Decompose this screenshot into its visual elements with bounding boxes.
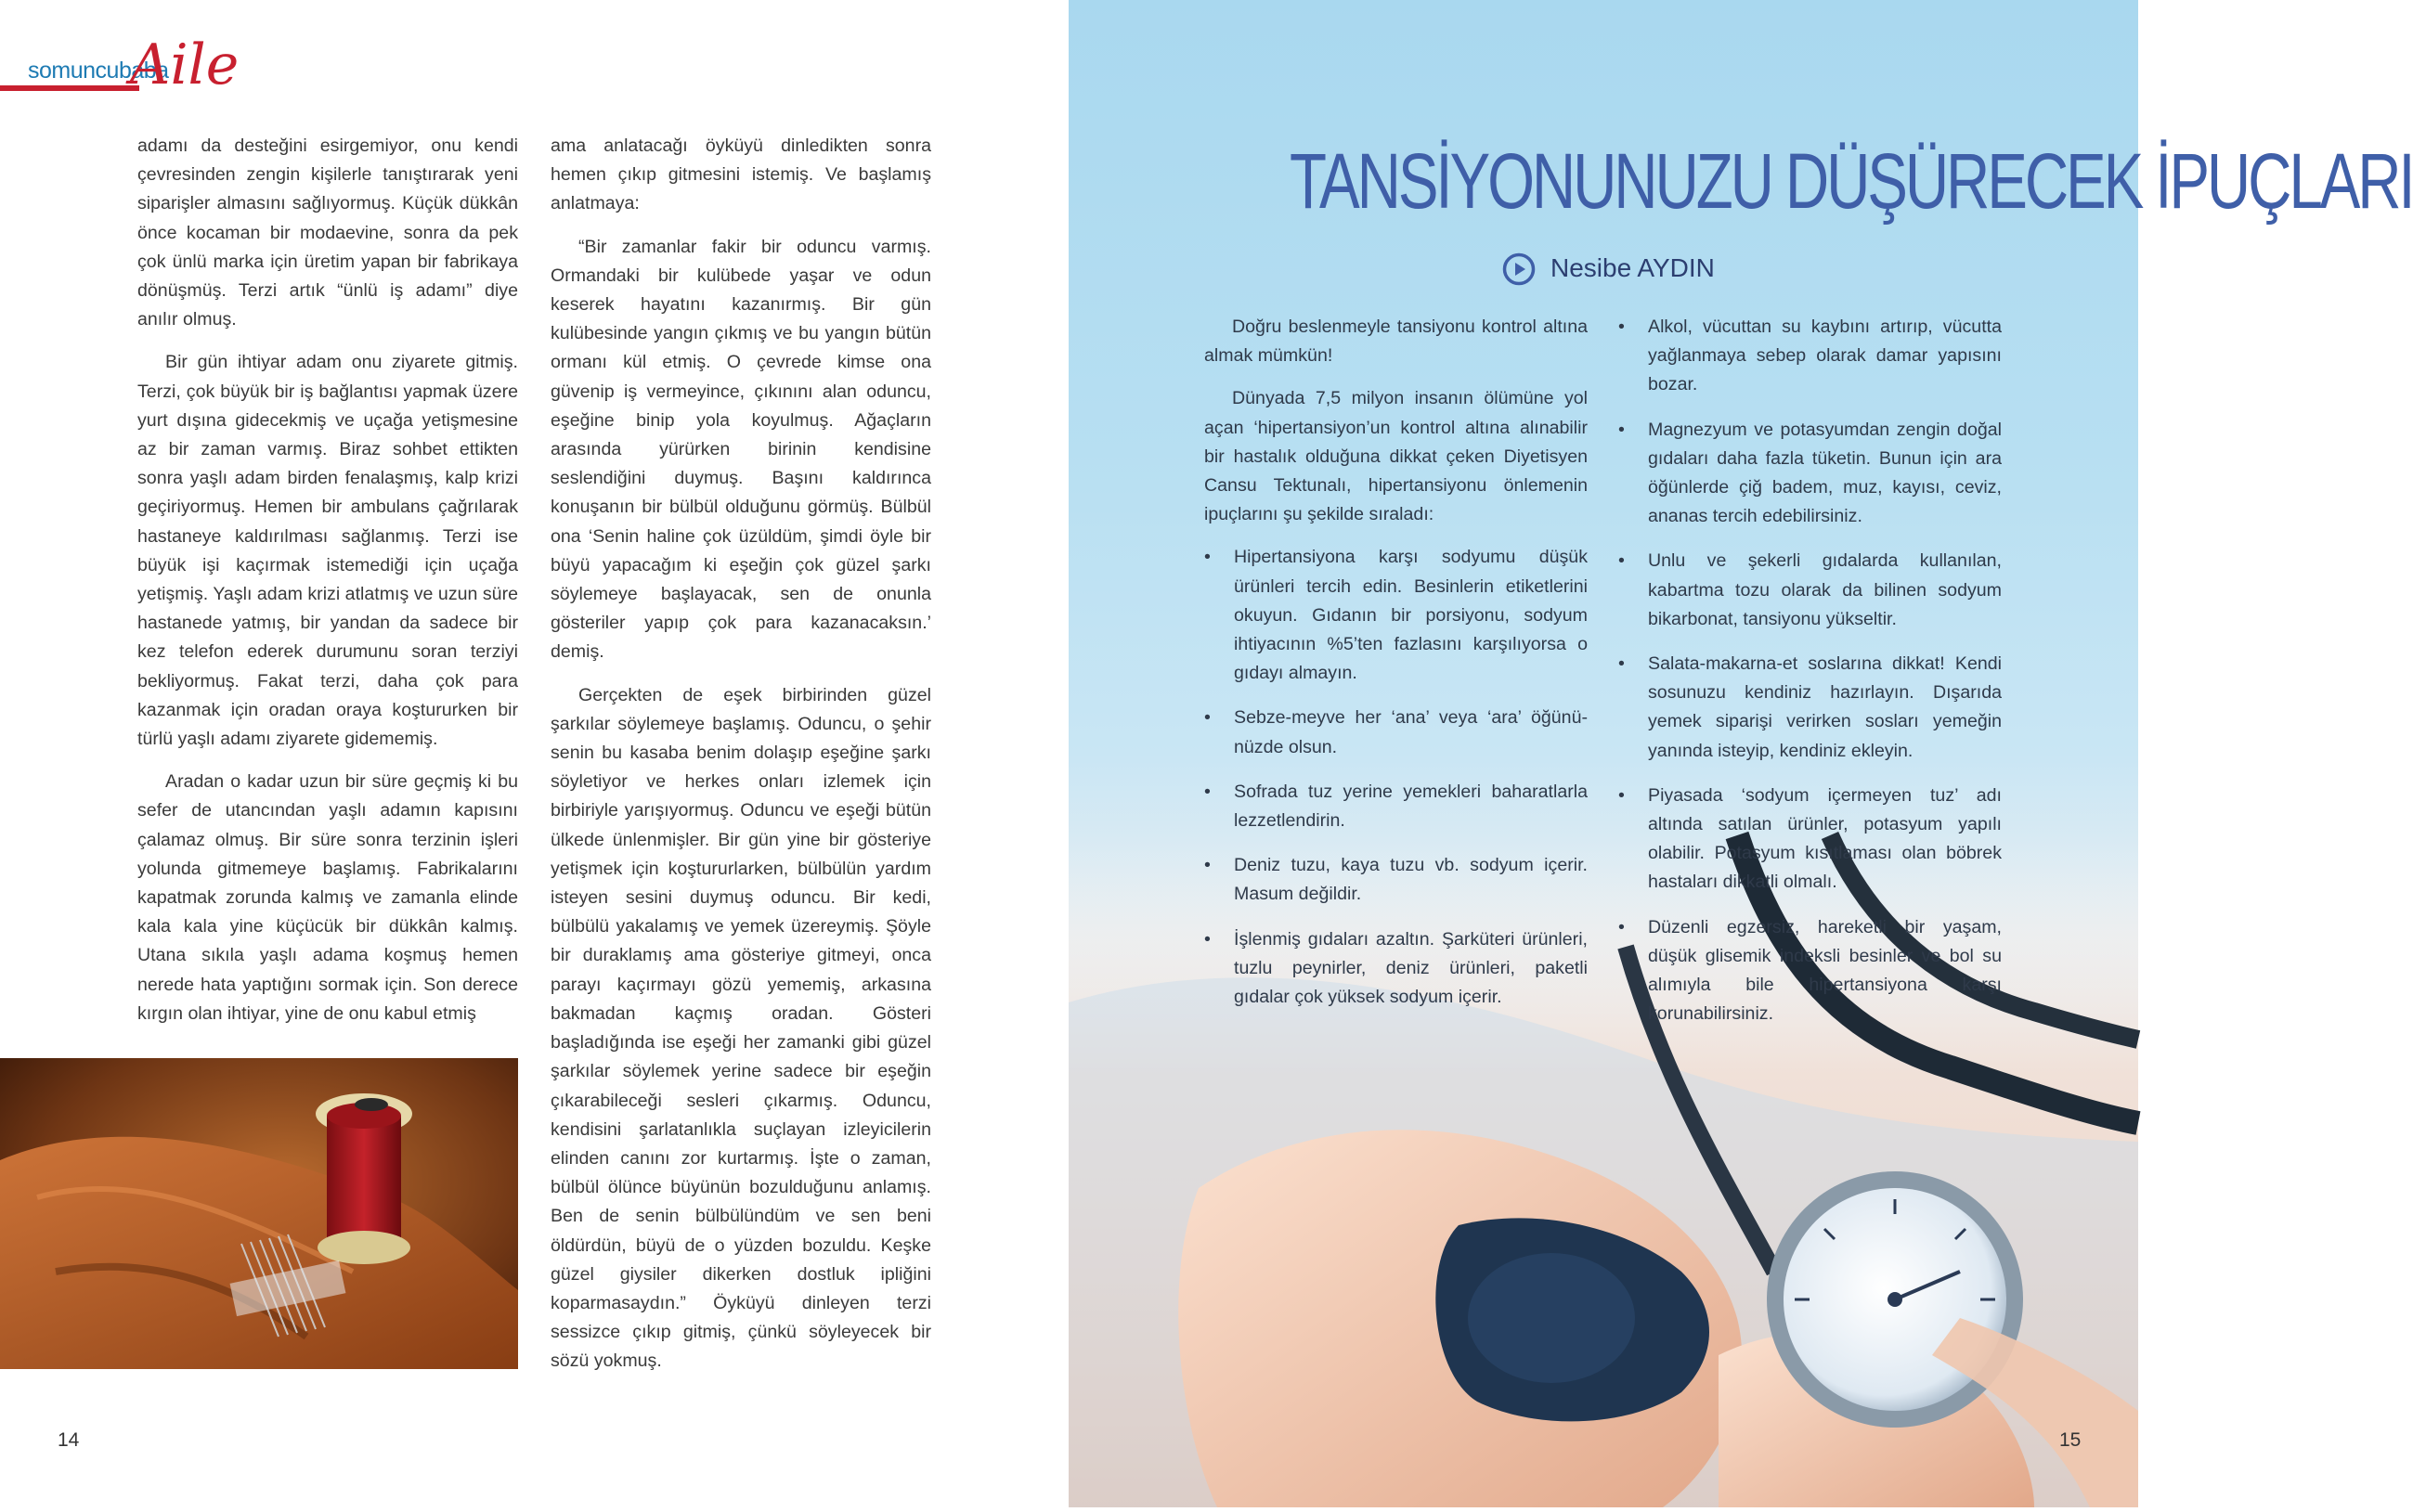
- article-column-2: [1618, 313, 2002, 1044]
- tips-list-2: [1618, 313, 2002, 1028]
- page-number-right: 15: [2059, 1429, 2082, 1451]
- tip-item: • Piyasada ‘sodyum içermeyen tuz’ adı altında satılan ürünler, potasyum yapılı olabilir. Potasyum kısıtlaması olan böbrek hastaları dikkatli olmalı.: [1618, 782, 2002, 898]
- tip-item: • Sofrada tuz yerine yemekleri baharatlarla lezzetlendirin.: [1204, 778, 1588, 835]
- tip-item: • Alkol, vücuttan su kaybını artırıp, vücutta yağlanmaya sebep olarak damar yapısını bozar.: [1618, 313, 2002, 400]
- play-circle-icon: [1502, 252, 1536, 286]
- tip-item: • Düzenli egzersiz, hareketli bir yaşam, düşük glisemik indeksli besinler ve bol su alımıyla bile hipertansiyona karşı korunabilirsiniz.: [1618, 913, 2002, 1029]
- story-column-1: [137, 132, 518, 1042]
- paragraph: Aradan o kadar uzun bir süre geçmiş ki bu sefer de utancından yaşlı adamın kapısını çalamaz olmuş. Bir süre sonra terzinin işleri yolunda gitmemeye başlamış. Fabrikalarını kapatmak zorunda kalmış ve zamanla elinde kala kala yine küçücük bir dükkân kalmış. Utana sıkıla yaşlı adama koşmuş hemen nerede hata yaptığını sormak için. Son derece kırgın olan ihtiyar, yine de onu kabul etmiş: [137, 771, 518, 1024]
- tip-item: • Hipertansiyona karşı sodyumu düşük ürünleri tercih edin. Besinlerin etiketlerini okuyun. Gıdanın bir porsiyonu, sodyum ihtiyacının %5’ten fazlasını karşılıyorsa o gıdayı almayın.: [1204, 543, 1588, 688]
- logo-red-bar: [0, 85, 139, 91]
- author-name: Nesibe AYDIN: [1550, 253, 1715, 282]
- page-number-left: 14: [58, 1429, 80, 1451]
- logo-section-text: Aile: [130, 32, 240, 97]
- left-page: [0, 0, 1069, 1507]
- logo-brand-text: somuncubaba: [28, 58, 169, 84]
- paragraph: “Bir zamanlar fakir bir oduncu varmış. Ormandaki bir kulübede yaşar ve odun keserek hayatını kazanırmış. Bir gün kulübesinde yangın çıkmış ve bu yangın bütün ormanı kül etmiş. O çevrede kimse ona güvenip iş vermeyince, çıkınını alan oduncu, eşeğine binip yola koyulmuş. Ağaçların arasında yürürken birinin kendisine seslendiğini duymuş. Başını kaldırınca konuşanın bir bülbül olduğunu görmüş. Bülbül ona ‘Senin haline çok üzüldüm, şimdi öyle bir büyü yapacağım ki eşeğin çok güzel şarkı söylemeye başlayacak, sen de onunla gösteriler yapıp çok para kazanacaksın.’ demiş.: [551, 236, 931, 663]
- article-title: TANSİYONUNUZU DÜŞÜRECEK İPUÇLARI: [1290, 137, 2413, 225]
- tip-item: • Salata-makarna-et soslarına dikkat! Kendi sosunuzu kendiniz hazırlayın. Dışarıda yemek siparişi verirken sosları yemeğin yanında isteyip, kendiniz ekleyin.: [1618, 650, 2002, 766]
- tips-list-1: [1204, 543, 1588, 1012]
- paragraph: adamı da desteğini esirgemiyor, onu kendi çevresinden zengin kişilerle tanıştırarak yeni siparişler almasını sağlıyormuş. Küçük dükkân önce kocaman bir modaevine, sonra da pek çok ünlü marka için üretim yapan bir fabrikaya dönüşmüş. Terzi artık “ünlü iş adamı” diye anılır olmuş.: [137, 136, 518, 330]
- tip-item: • İşlenmiş gıdaları azaltın. Şarküteri ürünleri, tuzlu peynirler, deniz ürünleri, paketli gıdalar çok yüksek sodyum içerir.: [1204, 925, 1588, 1013]
- intro-paragraph: Dünyada 7,5 milyon insanın ölümüne yol açan ‘hipertansiyon’un kontrol altına alınabilir bir hastalık olduğuna dikkat çeken Diyetisyen Cansu Tektunalı, hipertansiyonu önlemenin ipuçlarını şu şekilde sıraladı:: [1204, 388, 1588, 525]
- paragraph: ama anlatacağı öyküyü dinledikten sonra hemen çıkıp gitmesini istemiş. Ve başlamış anlatmaya:: [551, 136, 931, 214]
- paragraph: Gerçekten de eşek birbirinden güzel şarkılar söylemeye başlamış. Oduncu, o şehir senin bu kasaba benim dolaşıp eşeğine şarkı söyletiyor ve herkes onları izlemek için birbiriyle yarışıyormuş. Oduncu ve eşeği bütün ülkede ünlenmişler. Bir gün yine bir gösteriye yetişmek için koştururlarken, bülbülün yardım isteyen sesini duymuş oduncu. Bir kedi, bülbülü yakalamış ve yemek üzereymiş. Şöyle bir duraklamış ama gösteriye gitmeyi, onca parayı kaçırmayı gözü yememiş, arkasına bakmadan kaçmış oradan. Gösteri başladığında ise eşeği her zamanki gibi güzel şarkılar söylemek yerine sadece bir eşeğin çıkarabileceği sesleri çıkarmış. Oduncu, kendisini şarlatanlıkla suçlayan izleyicilerin elinden canını zor kurtarmış. İşte o zaman, bülbül ölünce büyünün bozulduğunu anlamış. Ben de senin bülbülündüm ve sen beni öldürdün, büyü de o yüzden bozuldu. Keşke güzel giysiler dikerken dostluk ipliğini koparmasaydın.” Öyküyü dinleyen terzi sessizce çıkıp gitmiş, çünkü söyleyecek bir sözü yokmuş.: [551, 684, 931, 1372]
- article-column-1: [1204, 313, 1588, 1027]
- thread-spool-illustration: [0, 1058, 518, 1369]
- thread-spool-photo: [0, 1058, 518, 1369]
- tip-item: • Unlu ve şekerli gıdalarda kullanılan, kabartma tozu olarak da bilinen sodyum bikarbonat, tansiyonu yükseltir.: [1618, 547, 2002, 634]
- magazine-logo: [0, 32, 241, 104]
- tip-item: • Deniz tuzu, kaya tuzu vb. sodyum içerir. Masum değildir.: [1204, 851, 1588, 909]
- paragraph: Bir gün ihtiyar adam onu ziyarete gitmiş. Terzi, çok büyük bir iş bağlantısı yapmak üzere yurt dışına gidecekmiş ve uçağa yetişmesine az bir zaman varmış. Biraz sohbet ettikten sonra yaşlı adam birden fenalaşmış, kalp krizi geçiriyormuş. Hemen bir ambulans çağrılarak hastaneye kaldırılması sağlanmış. Terzi ise büyük işi kaçırmak istemediği için uçağa yetişmiş. Yaşlı adam krizi atlatmış ve uzun süre hastanede yatmış, bir yandan da sadece bir kez telefon ederek durumunu soran terziyi bekliyormuş. Fakat terzi, daha çok para kazanmak için oradan oraya koştururken bir türlü yaşlı adamı ziyarete gidememiş.: [137, 352, 518, 750]
- tip-item: • Magnezyum ve potasyumdan zengin doğal gıdaları daha fazla tüketin. Bunun için ara öğünlerde çiğ badem, muz, kayısı, ceviz, ananas tercih edebilirsiniz.: [1618, 416, 2002, 532]
- tip-item: • Sebze-meyve her ‘ana’ veya ‘ara’ öğünü-nüzde olsun.: [1204, 704, 1588, 761]
- story-column-2: [551, 132, 931, 1390]
- intro-paragraph: Doğru beslenmeyle tansiyonu kontrol altına almak mümkün!: [1204, 317, 1588, 367]
